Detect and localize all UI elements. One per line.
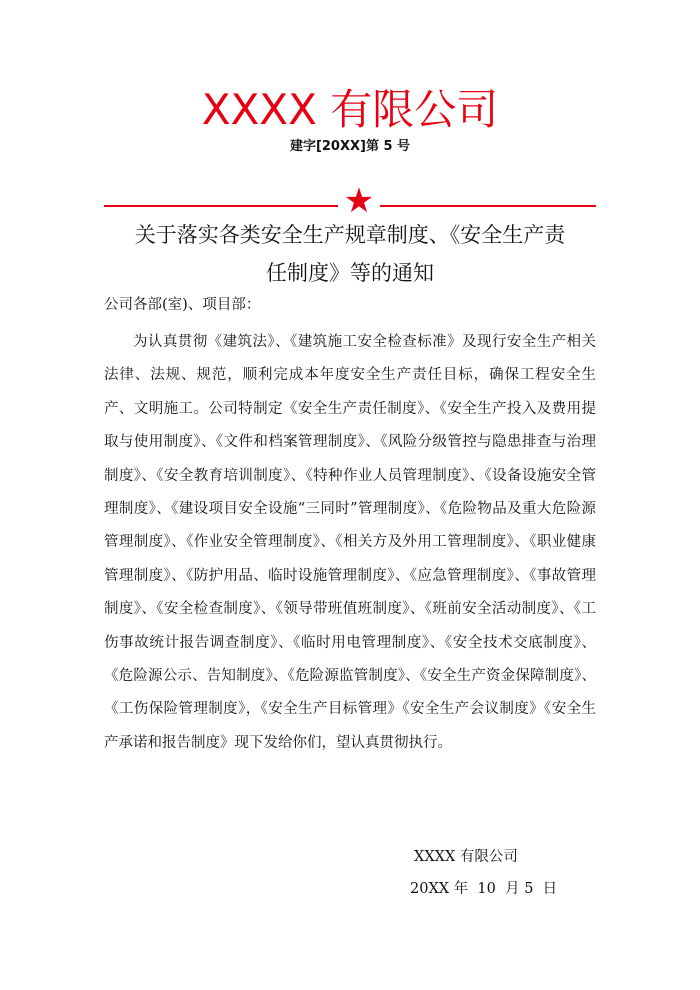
org-title: XXXX 有限公司: [201, 85, 499, 134]
red-divider-right: [380, 205, 596, 207]
document-title-line-2: 任制度》等的通知: [266, 261, 434, 285]
red-divider-left: [104, 205, 338, 207]
body-paragraph: 为认真贯彻《建筑法》、《建筑施工安全检查标准》及现行安全生产相关法律、法规、规范，顺利完成本年度安全生产责任目标，确保工程安全生产、文明施工。公司特制定《安全生产责任制度》、《安全生产投入及费用提取与使用制度》、《文件和档案管理制度》、《风险分级管控与隐患排查与治理制度》、《安全教育培训制度》、《特种作业人员管理制度》、《设备设施安全管理制度》、《建设项目安全设施“三同时”管理制度》、《危险物品及重大危险源管理制度》、《作业安全管理制度》、《相关方及外用工管理制度》、《职业健康管理制度》、《防护用品、临时设施管理制度》、《应急管理制度》、《事故管理制度》、《安全检查制度》、《领导带班值班制度》、《班前安全活动制度》、《工伤事故统计报告调查制度》、《临时用电管理制度》、《安全技术交底制度》、《危险源公示、告知制度》、《危险源监管制度》、《安全生产资金保障制度》、《工伤保险管理制度》，《安全生产目标管理》《安全生产会议制度》《安全生产承诺和报告制度》现下发给你们，望认真贯彻执行。: [104, 334, 596, 751]
signature-date: 20XX 年 10 月 5 日: [410, 881, 558, 897]
salutation: 公司各部(室)、项目部：: [104, 297, 261, 313]
document-number: 建字[20XX]第 5 号: [289, 139, 411, 154]
document-title: [104, 216, 596, 292]
signature-organization: XXXX 有限公司: [414, 849, 518, 865]
star-icon: ★: [343, 181, 375, 221]
document-title-line-1: 关于落实各类安全生产规章制度、《安全生产责: [134, 223, 566, 247]
